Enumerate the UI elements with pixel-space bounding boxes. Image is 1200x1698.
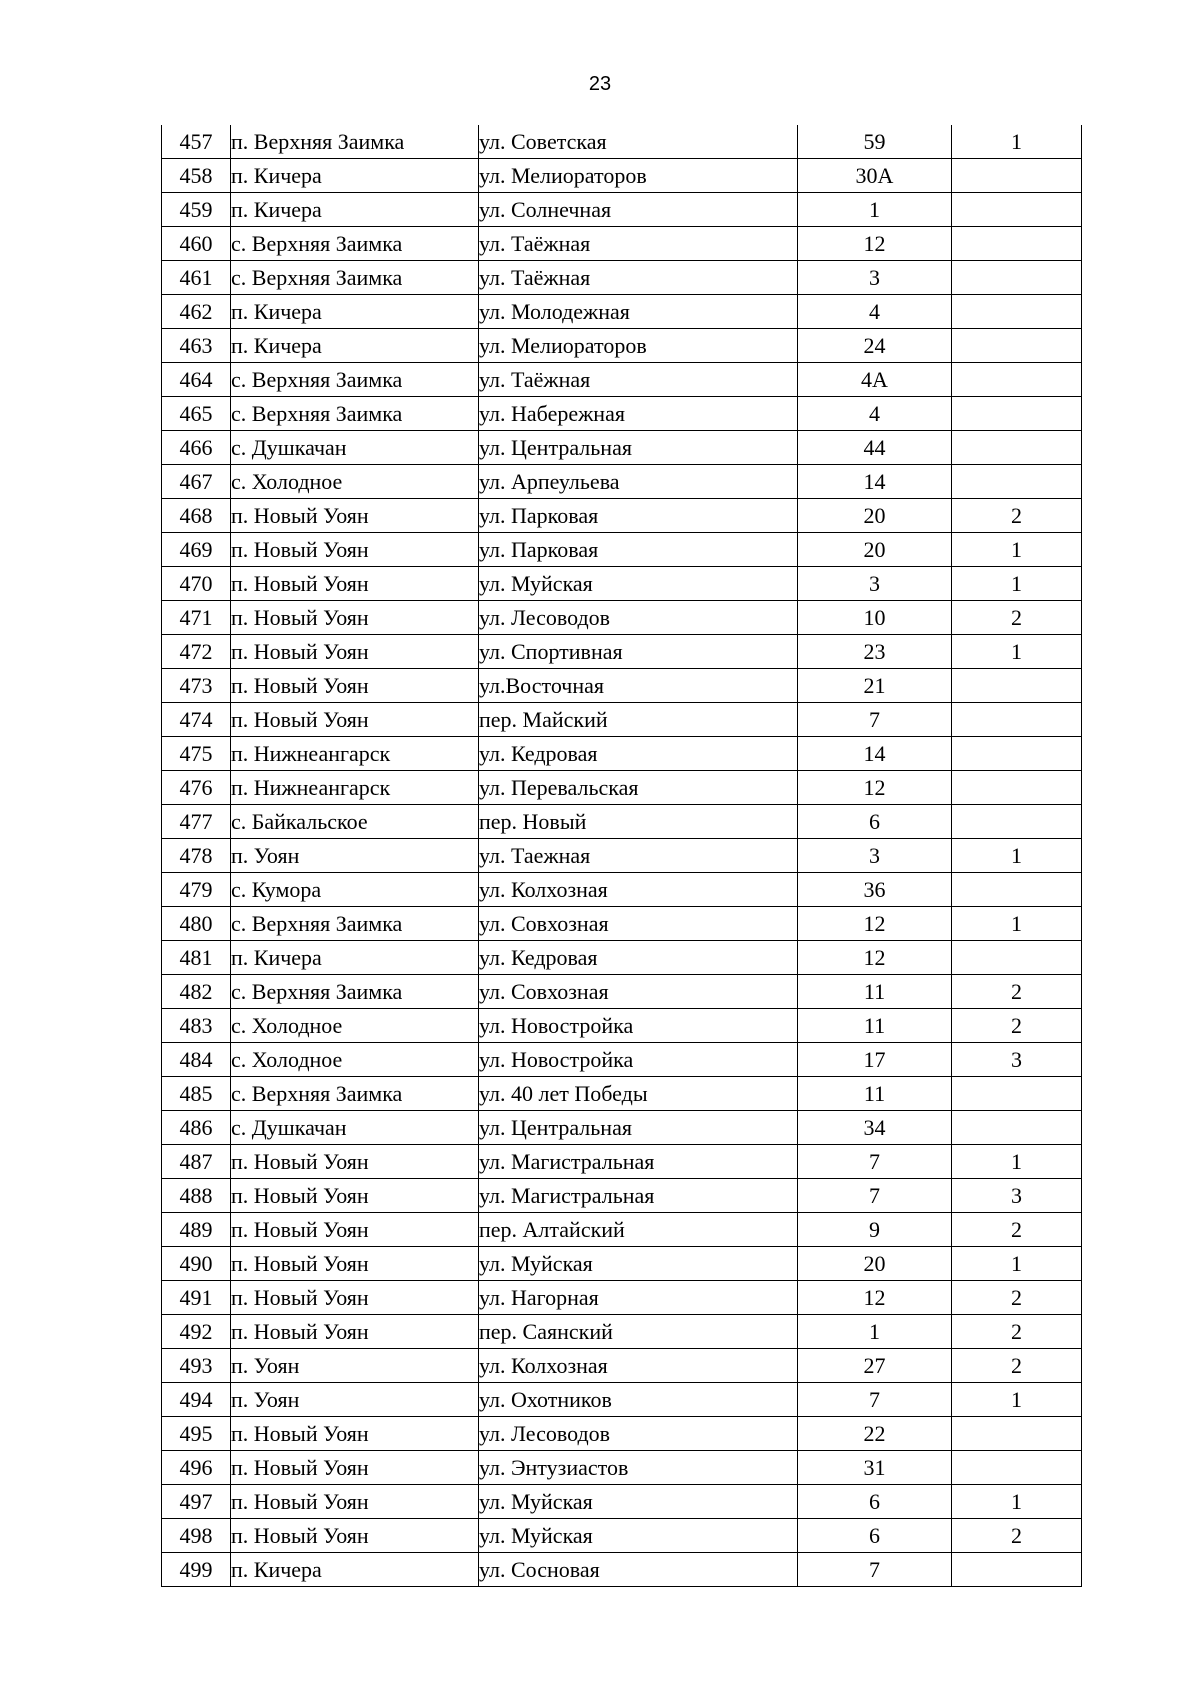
table-row <box>162 635 1082 669</box>
apartment-cell: 3 <box>952 1179 1082 1213</box>
table-row <box>162 1281 1082 1315</box>
row-number-cell: 476 <box>162 771 231 805</box>
row-number-cell: 468 <box>162 499 231 533</box>
apartment-cell <box>952 941 1082 975</box>
row-number-cell: 471 <box>162 601 231 635</box>
street-cell: ул. Магистральная <box>479 1145 798 1179</box>
table-row <box>162 839 1082 873</box>
apartment-cell <box>952 329 1082 363</box>
row-number-cell: 490 <box>162 1247 231 1281</box>
settlement-cell: с. Душкачан <box>231 431 479 465</box>
table-row <box>162 1111 1082 1145</box>
street-cell: ул. Парковая <box>479 499 798 533</box>
house-number-cell: 11 <box>798 975 952 1009</box>
apartment-cell <box>952 465 1082 499</box>
registry-table-body <box>162 125 1082 1587</box>
apartment-cell: 1 <box>952 635 1082 669</box>
settlement-cell: с. Верхняя Заимка <box>231 227 479 261</box>
table-row <box>162 907 1082 941</box>
row-number-cell: 467 <box>162 465 231 499</box>
table-row <box>162 499 1082 533</box>
street-cell: ул. Муйская <box>479 1485 798 1519</box>
house-number-cell: 7 <box>798 1179 952 1213</box>
row-number-cell: 487 <box>162 1145 231 1179</box>
house-number-cell: 1 <box>798 193 952 227</box>
settlement-cell: п. Нижнеангарск <box>231 771 479 805</box>
apartment-cell: 1 <box>952 1247 1082 1281</box>
settlement-cell: п. Новый Уоян <box>231 499 479 533</box>
apartment-cell <box>952 363 1082 397</box>
street-cell: ул. Совхозная <box>479 907 798 941</box>
apartment-cell: 2 <box>952 1349 1082 1383</box>
settlement-cell: п. Кичера <box>231 941 479 975</box>
house-number-cell: 31 <box>798 1451 952 1485</box>
settlement-cell: п. Кичера <box>231 193 479 227</box>
table-row <box>162 1519 1082 1553</box>
apartment-cell <box>952 397 1082 431</box>
house-number-cell: 21 <box>798 669 952 703</box>
house-number-cell: 11 <box>798 1077 952 1111</box>
settlement-cell: п. Уоян <box>231 839 479 873</box>
apartment-cell: 1 <box>952 1485 1082 1519</box>
settlement-cell: с. Холодное <box>231 1043 479 1077</box>
house-number-cell: 20 <box>798 499 952 533</box>
table-row <box>162 601 1082 635</box>
street-cell: ул. Таежная <box>479 839 798 873</box>
street-cell: ул. Солнечная <box>479 193 798 227</box>
row-number-cell: 494 <box>162 1383 231 1417</box>
settlement-cell: п. Новый Уоян <box>231 703 479 737</box>
table-row <box>162 567 1082 601</box>
settlement-cell: п. Новый Уоян <box>231 1417 479 1451</box>
table-row <box>162 1043 1082 1077</box>
house-number-cell: 30А <box>798 159 952 193</box>
apartment-cell <box>952 193 1082 227</box>
row-number-cell: 483 <box>162 1009 231 1043</box>
table-row <box>162 1451 1082 1485</box>
apartment-cell: 2 <box>952 499 1082 533</box>
row-number-cell: 464 <box>162 363 231 397</box>
settlement-cell: с. Верхняя Заимка <box>231 1077 479 1111</box>
apartment-cell <box>952 771 1082 805</box>
house-number-cell: 20 <box>798 533 952 567</box>
apartment-cell: 1 <box>952 907 1082 941</box>
house-number-cell: 7 <box>798 1145 952 1179</box>
settlement-cell: п. Новый Уоян <box>231 1451 479 1485</box>
row-number-cell: 491 <box>162 1281 231 1315</box>
street-cell: ул. Мелиораторов <box>479 329 798 363</box>
street-cell: ул. Магистральная <box>479 1179 798 1213</box>
table-row <box>162 873 1082 907</box>
row-number-cell: 497 <box>162 1485 231 1519</box>
house-number-cell: 17 <box>798 1043 952 1077</box>
apartment-cell <box>952 1417 1082 1451</box>
table-row <box>162 1179 1082 1213</box>
street-cell: ул. Новостройка <box>479 1009 798 1043</box>
street-cell: ул. Новостройка <box>479 1043 798 1077</box>
street-cell: ул. Молодежная <box>479 295 798 329</box>
settlement-cell: п. Новый Уоян <box>231 1179 479 1213</box>
table-row <box>162 125 1082 159</box>
row-number-cell: 472 <box>162 635 231 669</box>
page-number: 23 <box>588 73 612 95</box>
row-number-cell: 481 <box>162 941 231 975</box>
house-number-cell: 4 <box>798 295 952 329</box>
settlement-cell: п. Новый Уоян <box>231 669 479 703</box>
house-number-cell: 27 <box>798 1349 952 1383</box>
apartment-cell: 1 <box>952 567 1082 601</box>
row-number-cell: 496 <box>162 1451 231 1485</box>
house-number-cell: 6 <box>798 805 952 839</box>
street-cell: ул. Охотников <box>479 1383 798 1417</box>
street-cell: ул. Муйская <box>479 1247 798 1281</box>
row-number-cell: 459 <box>162 193 231 227</box>
street-cell: ул. Совхозная <box>479 975 798 1009</box>
settlement-cell: с. Холодное <box>231 1009 479 1043</box>
table-row <box>162 1383 1082 1417</box>
street-cell: ул. Кедровая <box>479 737 798 771</box>
house-number-cell: 34 <box>798 1111 952 1145</box>
table-row <box>162 737 1082 771</box>
house-number-cell: 12 <box>798 941 952 975</box>
house-number-cell: 12 <box>798 227 952 261</box>
row-number-cell: 461 <box>162 261 231 295</box>
row-number-cell: 489 <box>162 1213 231 1247</box>
apartment-cell <box>952 159 1082 193</box>
street-cell: ул. Арпеульева <box>479 465 798 499</box>
table-row <box>162 669 1082 703</box>
house-number-cell: 14 <box>798 737 952 771</box>
row-number-cell: 465 <box>162 397 231 431</box>
street-cell: ул. Кедровая <box>479 941 798 975</box>
apartment-cell: 1 <box>952 1145 1082 1179</box>
apartment-cell <box>952 1111 1082 1145</box>
settlement-cell: п. Новый Уоян <box>231 1519 479 1553</box>
table-row <box>162 975 1082 1009</box>
apartment-cell: 2 <box>952 1281 1082 1315</box>
settlement-cell: п. Новый Уоян <box>231 533 479 567</box>
table-row <box>162 1213 1082 1247</box>
house-number-cell: 23 <box>798 635 952 669</box>
settlement-cell: п. Уоян <box>231 1349 479 1383</box>
street-cell: ул. Мелиораторов <box>479 159 798 193</box>
settlement-cell: с. Душкачан <box>231 1111 479 1145</box>
apartment-cell <box>952 1451 1082 1485</box>
apartment-cell <box>952 873 1082 907</box>
table-row <box>162 941 1082 975</box>
settlement-cell: п. Новый Уоян <box>231 1213 479 1247</box>
street-cell: ул. Лесоводов <box>479 1417 798 1451</box>
house-number-cell: 9 <box>798 1213 952 1247</box>
table-row <box>162 1349 1082 1383</box>
table-row <box>162 1553 1082 1587</box>
table-row <box>162 431 1082 465</box>
house-number-cell: 6 <box>798 1519 952 1553</box>
street-cell: пер. Алтайский <box>479 1213 798 1247</box>
street-cell: ул. Парковая <box>479 533 798 567</box>
street-cell: ул. Набережная <box>479 397 798 431</box>
house-number-cell: 3 <box>798 261 952 295</box>
row-number-cell: 457 <box>162 125 231 159</box>
table-row <box>162 295 1082 329</box>
apartment-cell: 2 <box>952 975 1082 1009</box>
house-number-cell: 1 <box>798 1315 952 1349</box>
row-number-cell: 470 <box>162 567 231 601</box>
house-number-cell: 7 <box>798 703 952 737</box>
street-cell: ул. Центральная <box>479 1111 798 1145</box>
apartment-cell: 1 <box>952 125 1082 159</box>
apartment-cell: 2 <box>952 601 1082 635</box>
settlement-cell: п. Кичера <box>231 329 479 363</box>
apartment-cell <box>952 703 1082 737</box>
house-number-cell: 12 <box>798 771 952 805</box>
street-cell: ул. Энтузиастов <box>479 1451 798 1485</box>
street-cell: ул. Лесоводов <box>479 601 798 635</box>
row-number-cell: 460 <box>162 227 231 261</box>
row-number-cell: 478 <box>162 839 231 873</box>
house-number-cell: 4 <box>798 397 952 431</box>
house-number-cell: 20 <box>798 1247 952 1281</box>
row-number-cell: 466 <box>162 431 231 465</box>
apartment-cell <box>952 1077 1082 1111</box>
street-cell: ул.Восточная <box>479 669 798 703</box>
row-number-cell: 475 <box>162 737 231 771</box>
apartment-cell <box>952 805 1082 839</box>
settlement-cell: п. Уоян <box>231 1383 479 1417</box>
table-row <box>162 329 1082 363</box>
apartment-cell: 2 <box>952 1213 1082 1247</box>
registry-table <box>161 125 1082 1587</box>
settlement-cell: п. Новый Уоян <box>231 1281 479 1315</box>
house-number-cell: 12 <box>798 907 952 941</box>
street-cell: ул. Колхозная <box>479 873 798 907</box>
apartment-cell: 2 <box>952 1009 1082 1043</box>
apartment-cell: 1 <box>952 1383 1082 1417</box>
street-cell: ул. Нагорная <box>479 1281 798 1315</box>
settlement-cell: п. Кичера <box>231 159 479 193</box>
street-cell: пер. Саянский <box>479 1315 798 1349</box>
settlement-cell: с. Холодное <box>231 465 479 499</box>
settlement-cell: п. Новый Уоян <box>231 1145 479 1179</box>
apartment-cell <box>952 295 1082 329</box>
settlement-cell: с. Верхняя Заимка <box>231 397 479 431</box>
table-row <box>162 533 1082 567</box>
settlement-cell: с. Байкальское <box>231 805 479 839</box>
settlement-cell: п. Новый Уоян <box>231 567 479 601</box>
table-row <box>162 193 1082 227</box>
settlement-cell: п. Кичера <box>231 295 479 329</box>
row-number-cell: 482 <box>162 975 231 1009</box>
table-row <box>162 771 1082 805</box>
street-cell: ул. Перевальская <box>479 771 798 805</box>
house-number-cell: 3 <box>798 839 952 873</box>
street-cell: ул. Муйская <box>479 1519 798 1553</box>
table-row <box>162 1315 1082 1349</box>
street-cell: пер. Майский <box>479 703 798 737</box>
settlement-cell: п. Нижнеангарск <box>231 737 479 771</box>
street-cell: ул. Центральная <box>479 431 798 465</box>
table-row <box>162 1485 1082 1519</box>
house-number-cell: 10 <box>798 601 952 635</box>
house-number-cell: 4А <box>798 363 952 397</box>
house-number-cell: 22 <box>798 1417 952 1451</box>
table-row <box>162 703 1082 737</box>
settlement-cell: п. Новый Уоян <box>231 1247 479 1281</box>
street-cell: ул. Муйская <box>479 567 798 601</box>
settlement-cell: п. Кичера <box>231 1553 479 1587</box>
settlement-cell: с. Верхняя Заимка <box>231 975 479 1009</box>
row-number-cell: 473 <box>162 669 231 703</box>
apartment-cell: 2 <box>952 1315 1082 1349</box>
table-row <box>162 805 1082 839</box>
house-number-cell: 12 <box>798 1281 952 1315</box>
row-number-cell: 498 <box>162 1519 231 1553</box>
row-number-cell: 480 <box>162 907 231 941</box>
settlement-cell: п. Новый Уоян <box>231 1315 479 1349</box>
row-number-cell: 477 <box>162 805 231 839</box>
street-cell: ул. Таёжная <box>479 261 798 295</box>
street-cell: ул. Таёжная <box>479 227 798 261</box>
house-number-cell: 24 <box>798 329 952 363</box>
house-number-cell: 7 <box>798 1383 952 1417</box>
row-number-cell: 462 <box>162 295 231 329</box>
house-number-cell: 3 <box>798 567 952 601</box>
row-number-cell: 474 <box>162 703 231 737</box>
settlement-cell: п. Верхняя Заимка <box>231 125 479 159</box>
row-number-cell: 488 <box>162 1179 231 1213</box>
table-row <box>162 1077 1082 1111</box>
apartment-cell: 1 <box>952 533 1082 567</box>
row-number-cell: 486 <box>162 1111 231 1145</box>
apartment-cell: 3 <box>952 1043 1082 1077</box>
row-number-cell: 499 <box>162 1553 231 1587</box>
apartment-cell <box>952 1553 1082 1587</box>
apartment-cell <box>952 431 1082 465</box>
settlement-cell: с. Верхняя Заимка <box>231 261 479 295</box>
apartment-cell: 1 <box>952 839 1082 873</box>
apartment-cell: 2 <box>952 1519 1082 1553</box>
house-number-cell: 7 <box>798 1553 952 1587</box>
table-row <box>162 1417 1082 1451</box>
house-number-cell: 14 <box>798 465 952 499</box>
row-number-cell: 493 <box>162 1349 231 1383</box>
row-number-cell: 495 <box>162 1417 231 1451</box>
street-cell: ул. Таёжная <box>479 363 798 397</box>
table-row <box>162 465 1082 499</box>
house-number-cell: 44 <box>798 431 952 465</box>
house-number-cell: 11 <box>798 1009 952 1043</box>
street-cell: ул. Колхозная <box>479 1349 798 1383</box>
street-cell: ул. Сосновая <box>479 1553 798 1587</box>
settlement-cell: п. Новый Уоян <box>231 601 479 635</box>
settlement-cell: п. Новый Уоян <box>231 635 479 669</box>
street-cell: ул. Спортивная <box>479 635 798 669</box>
row-number-cell: 479 <box>162 873 231 907</box>
street-cell: ул. 40 лет Победы <box>479 1077 798 1111</box>
settlement-cell: п. Новый Уоян <box>231 1485 479 1519</box>
row-number-cell: 484 <box>162 1043 231 1077</box>
apartment-cell <box>952 227 1082 261</box>
row-number-cell: 492 <box>162 1315 231 1349</box>
row-number-cell: 469 <box>162 533 231 567</box>
table-row <box>162 261 1082 295</box>
table-row <box>162 1247 1082 1281</box>
row-number-cell: 458 <box>162 159 231 193</box>
settlement-cell: с. Кумора <box>231 873 479 907</box>
street-cell: пер. Новый <box>479 805 798 839</box>
table-row <box>162 159 1082 193</box>
settlement-cell: с. Верхняя Заимка <box>231 907 479 941</box>
apartment-cell <box>952 737 1082 771</box>
house-number-cell: 36 <box>798 873 952 907</box>
house-number-cell: 6 <box>798 1485 952 1519</box>
row-number-cell: 485 <box>162 1077 231 1111</box>
row-number-cell: 463 <box>162 329 231 363</box>
settlement-cell: с. Верхняя Заимка <box>231 363 479 397</box>
table-row <box>162 227 1082 261</box>
apartment-cell <box>952 669 1082 703</box>
table-row <box>162 397 1082 431</box>
street-cell: ул. Советская <box>479 125 798 159</box>
apartment-cell <box>952 261 1082 295</box>
table-row <box>162 363 1082 397</box>
table-row <box>162 1009 1082 1043</box>
house-number-cell: 59 <box>798 125 952 159</box>
table-row <box>162 1145 1082 1179</box>
